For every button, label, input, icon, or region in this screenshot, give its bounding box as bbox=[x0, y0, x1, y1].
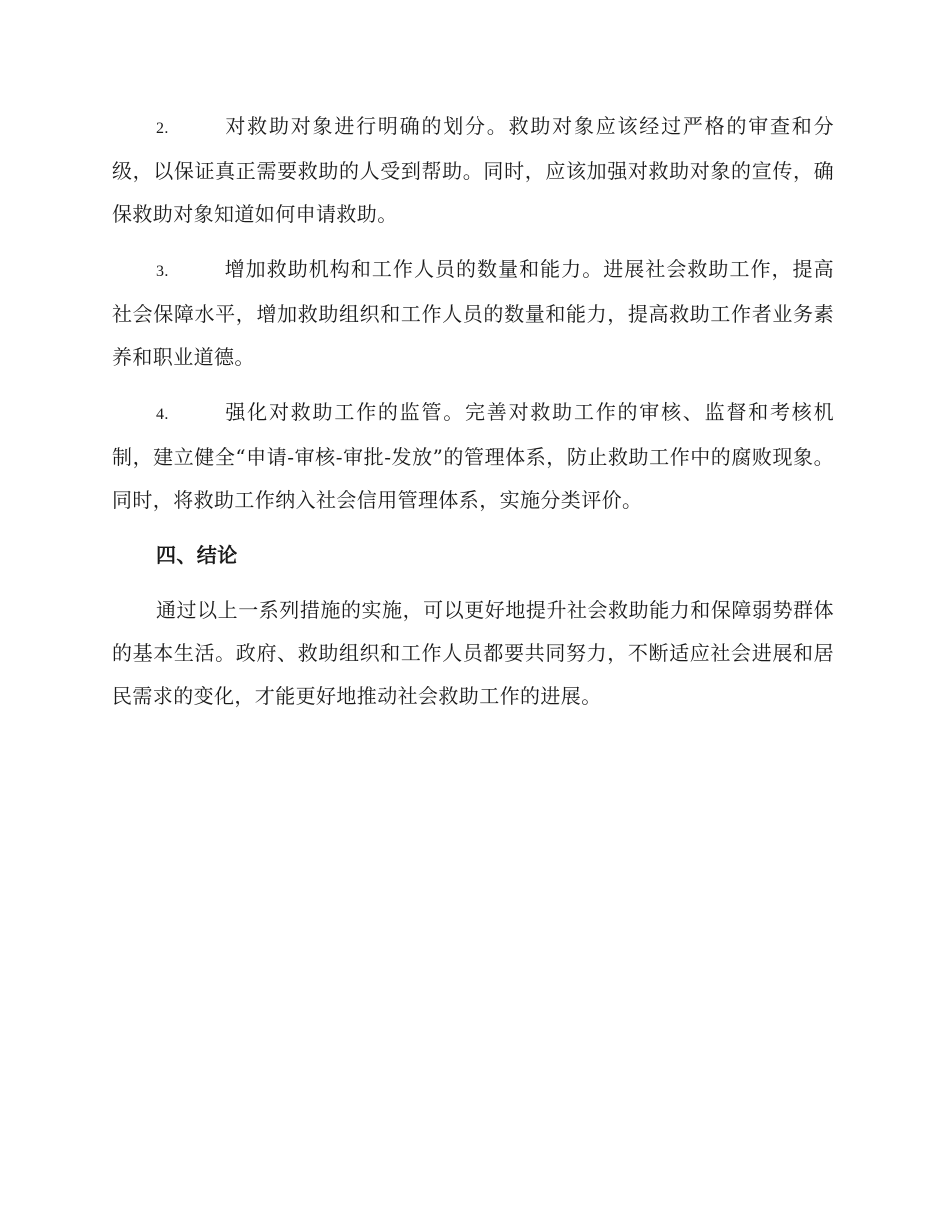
list-item-number: 2. bbox=[156, 120, 169, 137]
conclusion-paragraph: 通过以上一系列措施的实施，可以更好地提升社会救助能力和保障弱势群体的基本生活。政府、救助组织和工作人员都要共同努力，不断适应社会进展和居民需求的变化，才能更好地推动社会救助工作的进展。 bbox=[112, 598, 834, 708]
list-item-number: 3. bbox=[156, 263, 169, 280]
list-item-text: 增加救助机构和工作人员的数量和能力。进展社会救助工作，提高社会保障水平，增加救助组织和工作人员的数量和能力，提高救助工作者业务素养和职业道德。 bbox=[112, 257, 834, 369]
list-item-4 bbox=[112, 391, 834, 522]
section-heading: 四、结论 bbox=[156, 543, 238, 567]
list-item-3 bbox=[112, 248, 834, 379]
list-item-2 bbox=[112, 105, 834, 236]
list-item-text: 对救助对象进行明确的划分。救助对象应该经过严格的审查和分级，以保证真正需要救助的人受到帮助。同时，应该加强对救助对象的宣传，确保救助对象知道如何申请救助。 bbox=[112, 114, 834, 226]
list-item-text: 强化对救助工作的监管。完善对救助工作的审核、监督和考核机制，建立健全“申请-审核-审批-发放”的管理体系，防止救助工作中的腐败现象。同时，将救助工作纳入社会信用管理体系，实施分类评价。 bbox=[112, 400, 834, 512]
list-item-number: 4. bbox=[156, 406, 169, 423]
document-page bbox=[112, 105, 834, 730]
